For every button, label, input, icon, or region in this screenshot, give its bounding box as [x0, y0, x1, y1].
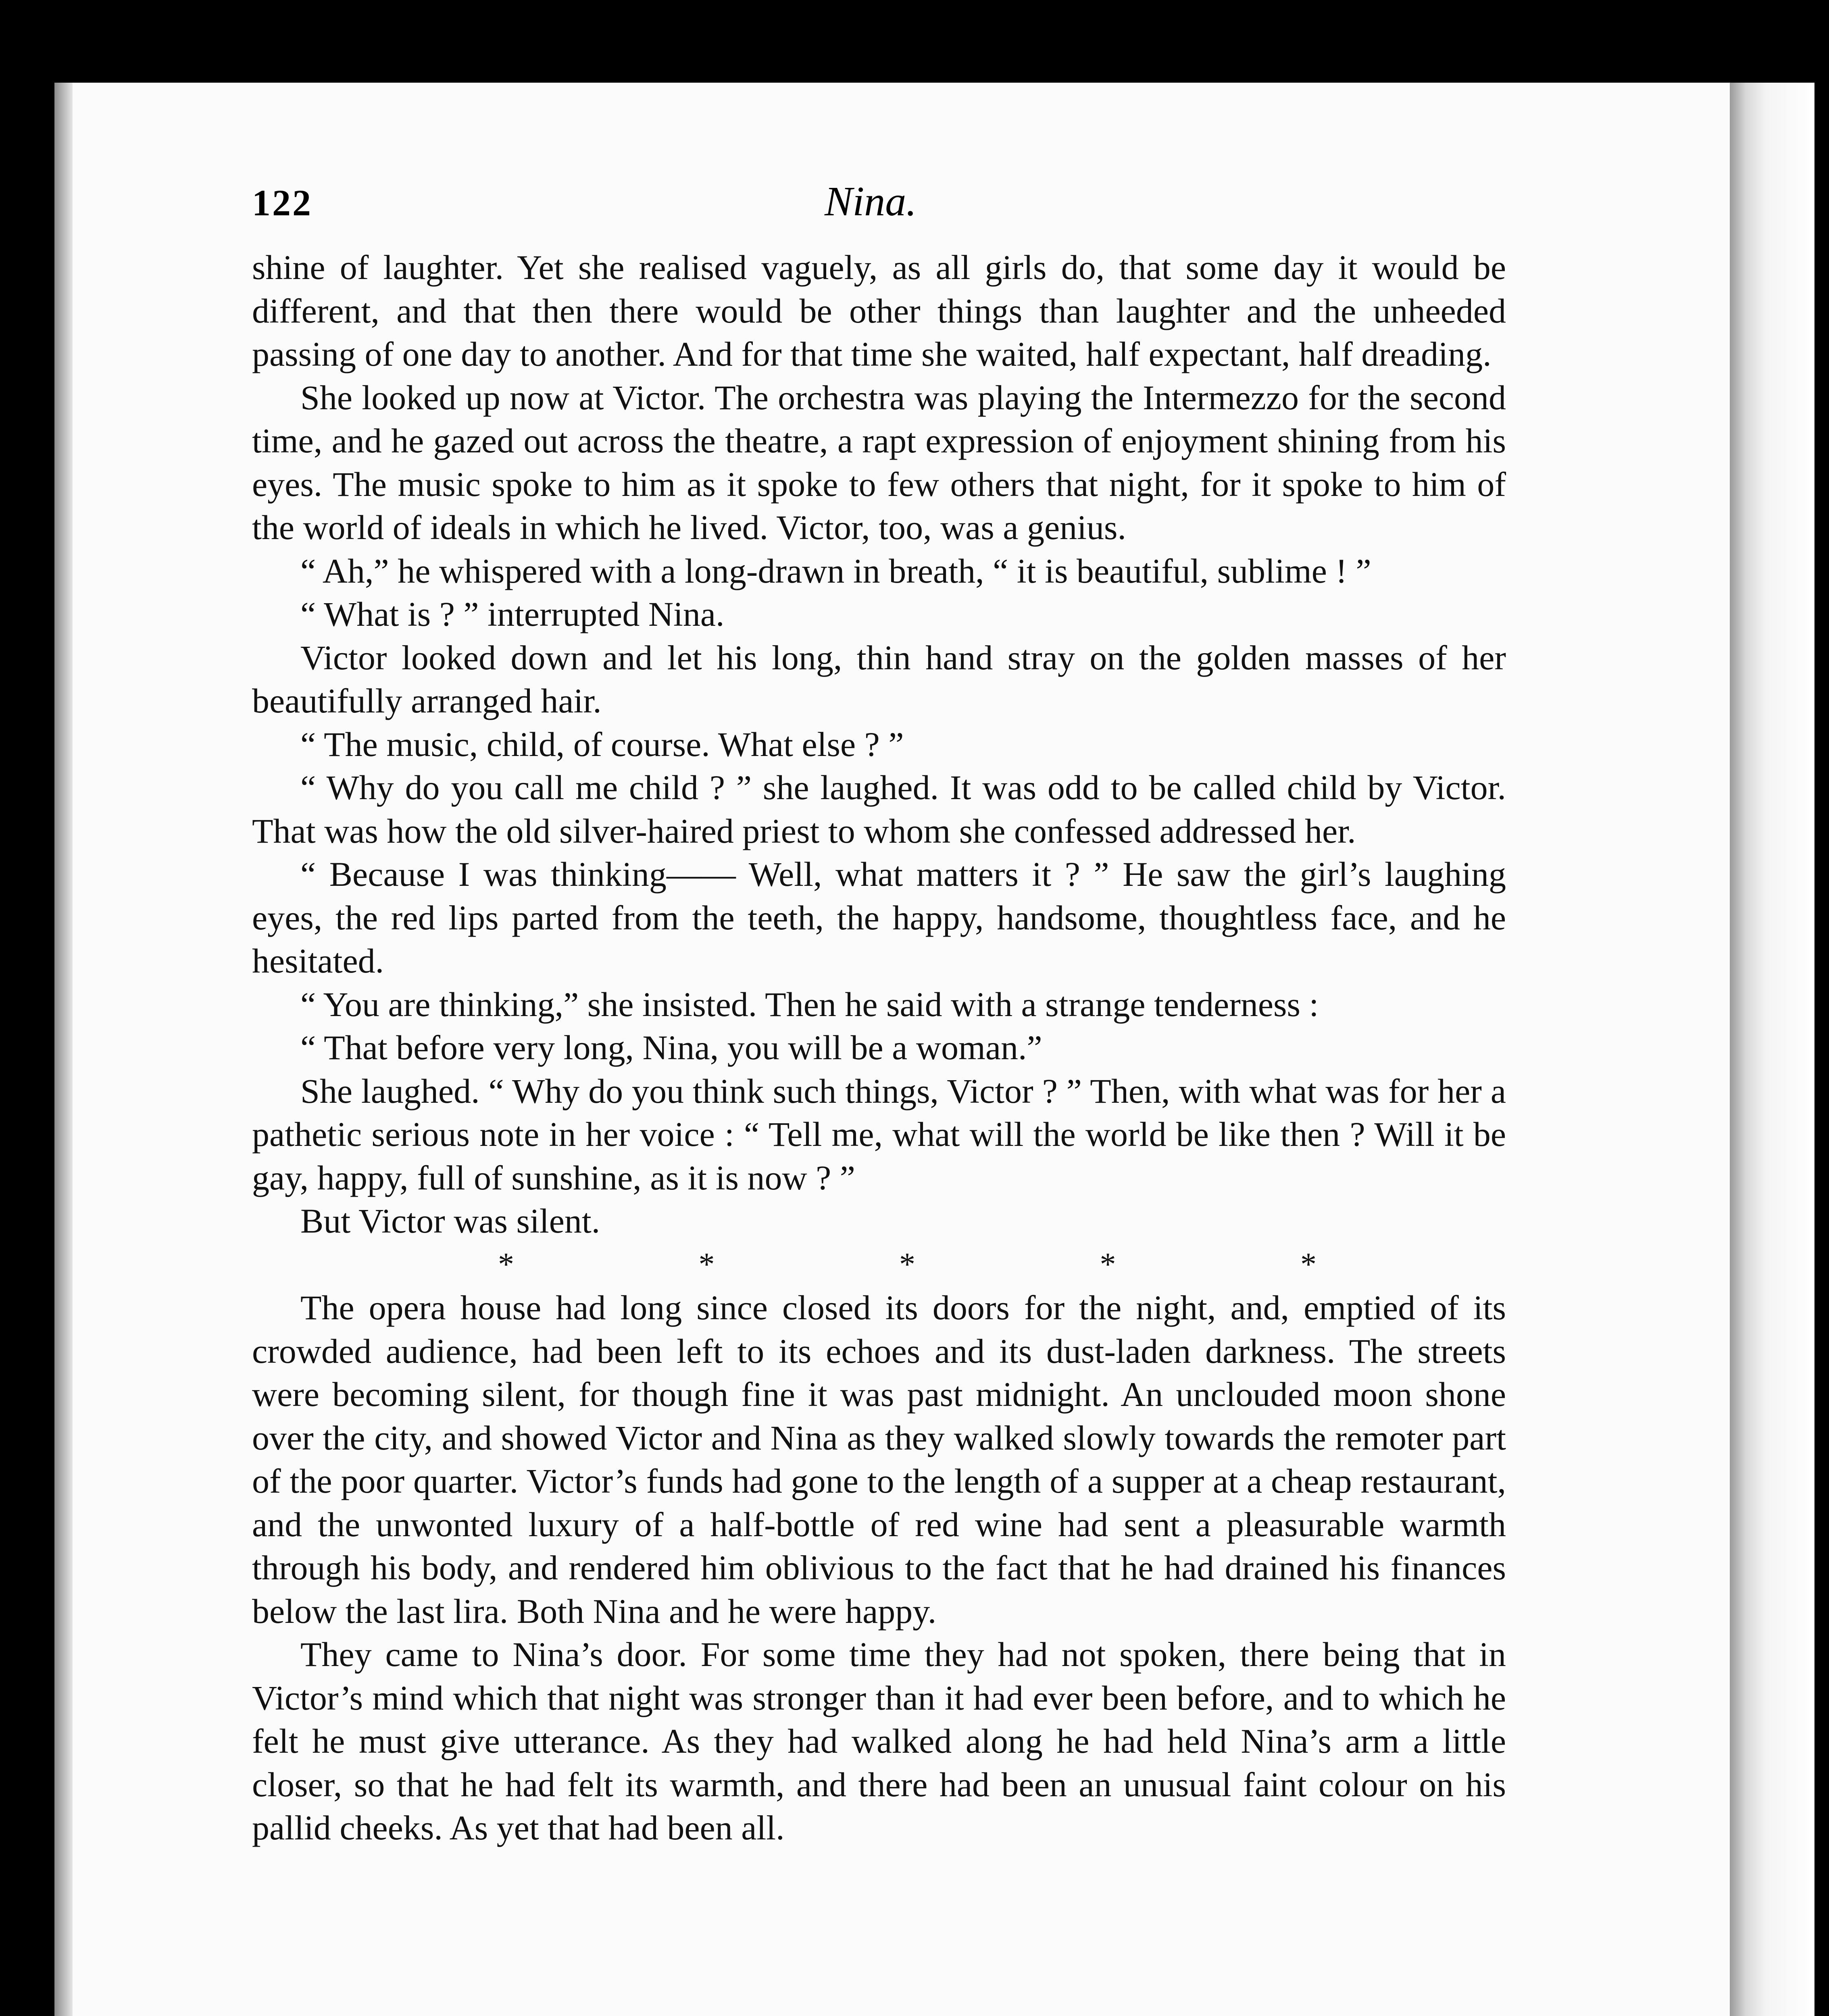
running-title: Nina. — [825, 178, 917, 225]
paragraph: shine of laughter. Yet she realised vaguely, as all girls do, that some day it would be different, and that then there would be other things than laughter and the unheeded passing of one day to another. And for that time she waited, half expectant, half dreading. — [252, 248, 1506, 373]
paragraph: They came to Nina’s door. For some time they had not spoken, there being that in Victor’s mind which that night was stronger than it had ever been before, and to which he felt he must give utterance. As they had walked along he had held Nina’s arm a little closer, so that he had felt its warmth, and there had been an unusual faint colour on his pallid cheeks. As yet that had been all. — [252, 1635, 1506, 1847]
page-body — [252, 246, 1506, 1850]
paragraph: Victor looked down and let his long, thin hand stray on the golden masses of her beautifully arranged hair. — [252, 638, 1506, 720]
paragraph: “ What is ? ” interrupted Nina. — [300, 595, 725, 633]
page-header — [252, 178, 1502, 242]
paragraph: She looked up now at Victor. The orchestra was playing the Intermezzo for the second time, and he gazed out across the theatre, a rapt expression of enjoyment shining from his eyes. The music spoke to him as it spoke to few others that night, for it spoke to him of the world of ideals in which he lived. Victor, too, was a genius. — [252, 378, 1506, 547]
paragraph: “ Because I was thinking—— Well, what matters it ? ” He saw the girl’s laughing eyes, the red lips parted from the teeth, the happy, handsome, thoughtless face, and he hesitated. — [252, 855, 1506, 980]
section-break-star: * — [498, 1246, 514, 1282]
section-break-star: * — [698, 1246, 715, 1282]
page-left-edge — [54, 83, 73, 2016]
paragraph: “ The music, child, of course. What else ? ” — [300, 725, 904, 764]
paragraph: “ Ah,” he whispered with a long-drawn in breath, “ it is beautiful, sublime ! ” — [300, 551, 1371, 590]
paragraph: “ You are thinking,” she insisted. Then he said with a strange tenderness : — [300, 985, 1319, 1024]
paragraph: But Victor was silent. — [300, 1202, 600, 1240]
paragraph: “ Why do you call me child ? ” she laughed. It was odd to be called child by Victor. That was how the old silver-haired priest to whom she confessed addressed her. — [252, 768, 1506, 850]
section-break-star: * — [899, 1246, 915, 1282]
section-break-star: * — [1100, 1246, 1116, 1282]
section-break-star: * — [1300, 1246, 1317, 1282]
paragraph: The opera house had long since closed its doors for the night, and, emptied of its crowded audience, had been left to its echoes and its dust-laden darkness. The streets were becoming silent, for though fine it was past midnight. An unclouded moon shone over the city, and showed Victor and Nina as they walked slowly towards the remoter part of the poor quarter. Victor’s funds had gone to the length of a supper at a cheap restaurant, and the unwonted luxury of a half-bottle of red wine had sent a pleasurable warmth through his body, and rendered him oblivious to the fact that he had drained his finances below the last lira. Both Nina and he were happy. — [252, 1288, 1506, 1631]
book-gutter — [1730, 83, 1814, 2016]
section-break — [498, 1243, 1317, 1287]
paragraph: “ That before very long, Nina, you will be a woman.” — [300, 1028, 1042, 1067]
paragraph: She laughed. “ Why do you think such things, Victor ? ” Then, with what was for her a pathetic serious note in her voice : “ Tell me, what will the world be like then ? Will it be gay, happy, full of sunshine, as it is now ? ” — [252, 1071, 1506, 1197]
page-number: 122 — [252, 182, 312, 223]
